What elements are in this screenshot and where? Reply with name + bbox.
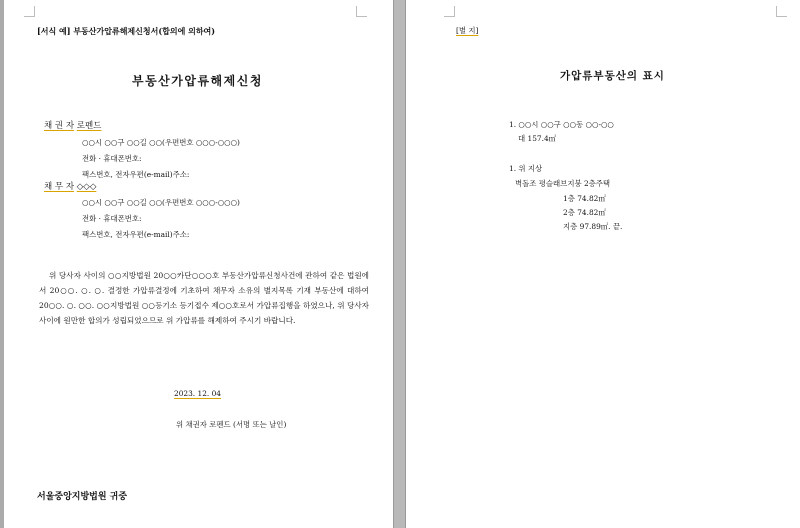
document-title: 부동산가압류해제신청	[132, 74, 263, 88]
property-item-1-address: 1. ○○시 ○○구 ○○동 ○○-○○	[509, 120, 614, 129]
creditor-fax-email: 팩스번호, 전자우편(e-mail)주소:	[82, 170, 190, 179]
attachment-title: 가압류부동산의 표시	[560, 70, 665, 82]
page-gutter	[393, 0, 406, 528]
crop-mark	[444, 6, 455, 17]
request-body: 위 당사자 사이의 ○○지방법원 20○○카단○○○호 부동산가압류신청사건에 관하여 같은 법원에서 20○○. ○. ○. 결정한 가압류결정에 기초하여 채무자 소유의 별지목록 기재 부동산에 대하여 20○○. ○. ○○. ○○지방법원 ○○등기소 등기접수 제○○호로서 가압류집행을 하였으나, 위 당사자 사이에 원만한 합의가 성립되었으므로 위 가압류를 해제하여 주시기 바랍니다.	[39, 271, 369, 325]
document-page-right[interactable]	[406, 0, 800, 528]
form-label: [서식 예] 부동산가압류해제신청서(합의에 의하여)	[37, 26, 216, 36]
crop-mark	[776, 6, 787, 17]
court-name: 서울중앙지방법원 귀중	[37, 492, 128, 502]
basement-area: 지층 97.89㎡. 끝.	[563, 222, 623, 231]
creditor-address: ○○시 ○○구 ○○길 ○○(우편번호 ○○○-○○○)	[82, 138, 240, 147]
debtor-label: 채 무 자	[44, 182, 75, 192]
document-page-left[interactable]	[4, 0, 393, 528]
creditor-phone: 전화 · 휴대폰번호:	[82, 154, 142, 163]
debtor-address: ○○시 ○○구 ○○길 ○○(우편번호 ○○○-○○○)	[82, 198, 240, 207]
filing-date: 2023. 12. 04	[174, 389, 222, 398]
floor-2-area: 2층 74.82㎡	[563, 208, 606, 217]
attachment-label: [별 지]	[456, 26, 479, 35]
debtor-fax-email: 팩스번호, 전자우편(e-mail)주소:	[82, 230, 190, 239]
creditor-label: 채 권 자	[44, 121, 75, 131]
building-structure: 벽돌조 평슬래브지붕 2층주택	[515, 179, 611, 188]
creditor-line	[44, 121, 101, 131]
property-item-2-header: 1. 위 지상	[509, 164, 543, 173]
debtor-name: ◇◇◇	[76, 182, 97, 192]
crop-mark	[24, 6, 35, 17]
debtor-phone: 전화 · 휴대폰번호:	[82, 214, 142, 223]
property-item-1-land: 대 157.4㎡	[518, 134, 557, 143]
creditor-name: 로펜드	[76, 121, 102, 131]
debtor-line	[44, 182, 96, 192]
floor-1-area: 1층 74.82㎡	[563, 194, 606, 203]
signature-line: 위 채권자 로펜드 (서명 또는 날인)	[176, 420, 287, 429]
crop-mark	[356, 6, 367, 17]
